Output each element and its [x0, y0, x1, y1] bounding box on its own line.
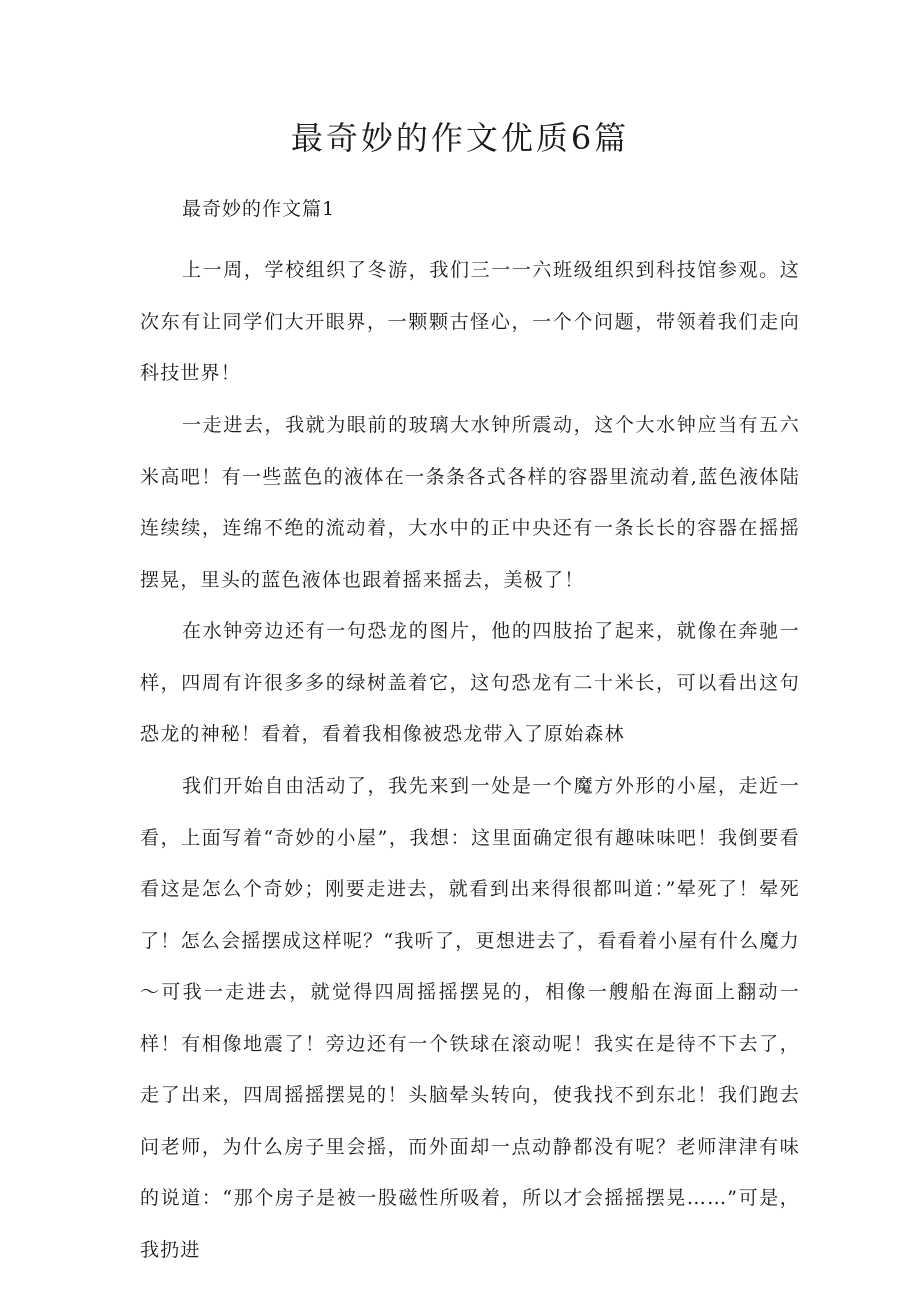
paragraph-3: 在水钟旁边还有一句恐龙的图片，他的四肢抬了起来，就像在奔驰一样，四周有许很多多的绿树盖着它，这句恐龙有二十米长，可以看出这句恐龙的神秘！看着，看着我相像被恐龙带入了原始森林 [140, 620, 800, 745]
paragraph-4: 我们开始自由活动了，我先来到一处是一个魔方外形的小屋，走近一看，上面写着“奇妙的小屋”，我想：这里面确定很有趣味味吧！我倒要看看这是怎么个奇妙；刚要走进去，就看到出来得很都叫道：”晕死了！晕死了！怎么会摇摆成这样呢？“我听了，更想进去了，看看着小屋有什么魔力～可我一走进去，就觉得四周摇摇摆晃的，相像一艘船在海面上翻动一样！有相像地震了！旁边还有一个铁球在滚动呢！我实在是待不下去了，走了出来，四周摇摇摆晃的！头脑晕头转向，使我找不到东北！我们跑去问老师，为什么房子里会摇，而外面却一点动静都没有呢？老师津津有味的说道：“那个房子是被一股磁性所吸着，所以才会摇摇摆晃……”可是，我扔进 [140, 775, 800, 1261]
paragraph-2: 一走进去，我就为眼前的玻璃大水钟所震动，这个大水钟应当有五六米高吧！有一些蓝色的液体在一条条各式各样的容器里流动着,蓝色液体陆连续续，连绵不绝的流动着，大水中的正中央还有一条长长的容器在摇摇摆晃，里头的蓝色液体也跟着摇来摇去，美极了！ [140, 414, 800, 591]
paragraph-1: 上一周，学校组织了冬游，我们三一一六班级组织到科技馆参观。这次东有让同学们大开眼界，一颗颗古怪心，一个个问题，带领着我们走向科技世界！ [140, 259, 800, 384]
essay-heading: 最奇妙的作文篇1 [182, 198, 336, 220]
document-title: 最奇妙的作文优质6篇 [290, 119, 630, 157]
